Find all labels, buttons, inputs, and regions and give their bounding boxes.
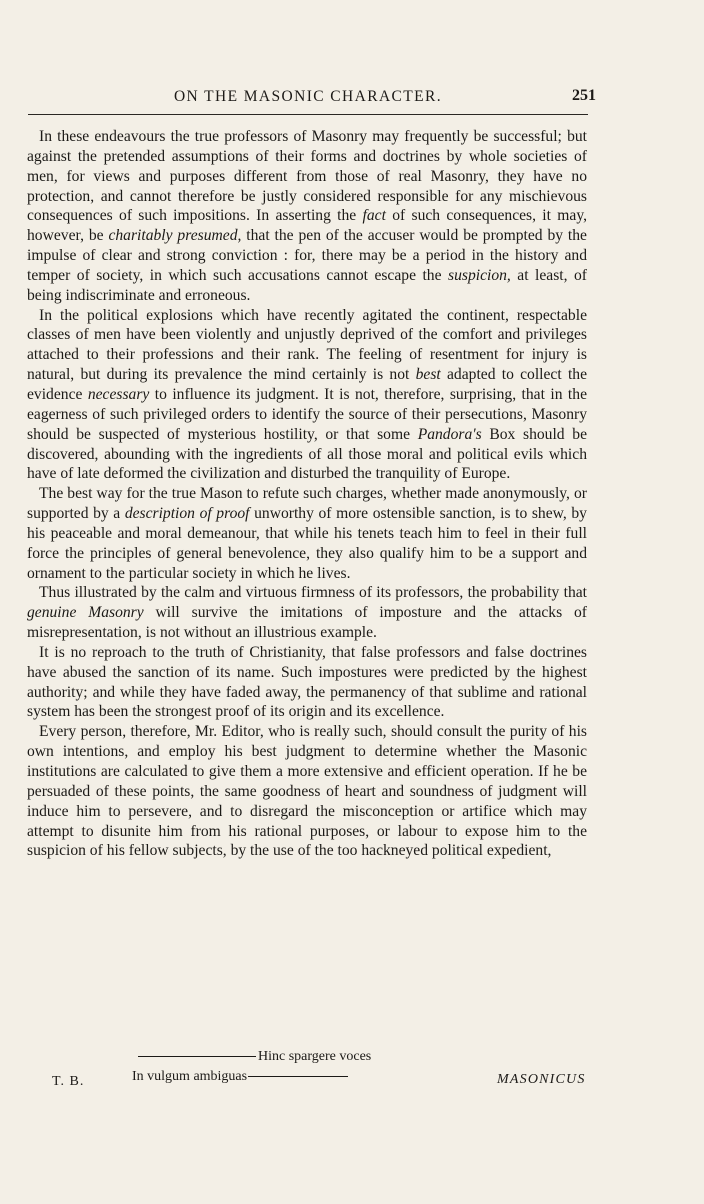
latin-quotation	[132, 1047, 371, 1087]
signature: MASONICUS	[497, 1072, 586, 1087]
italic-run: fact	[362, 207, 386, 225]
paragraph-2	[27, 306, 587, 485]
article-body	[27, 127, 587, 861]
text-run: that the pen of the accuser would be prompted by the impulse of clear and strong conviction : for, there may be a period in the history and temper of society, in which such accusations cannot escape the	[27, 227, 587, 284]
italic-run: charitably presumed,	[108, 227, 242, 245]
text-run: In the political explosions which have recently agitated the continent, respectable classes of men have been violently and unjustly deprived of the comfort and privileges attached to their professions and their rank. The feeling of resentment for injury is natural, but during its prevalence the mind certainly is not	[27, 306, 587, 384]
text-run: of such consequences, it may, however, be	[27, 207, 587, 245]
running-title: ON THE MASONIC CHARACTER.	[173, 88, 443, 105]
paragraph-6: Every person, therefore, Mr. Editor, who is really such, should consult the purity of his own intentions, and employ his best judgment to determine whether the Masonic institutions are calculated to give them a more extensive and efficient operation. If he be persuaded of these points, the same goodness of heart and soundness of judgment will induce him to persevere, and to disregard the misconception or artifice which may attempt to disunite him from his rational purposes, or labour to expose him to the suspicion of his fellow subjects, by the use of the too hackneyed political expedient,	[27, 723, 587, 860]
paragraph-5: It is no reproach to the truth of Christianity, that false professors and false doctrines have abused the sanction of its name. Such impostures were predicted by the highest authority; and while they have faded away, the permanency of that sublime and rational system has been the strongest proof of its origin and its excellence.	[27, 643, 587, 721]
text-run: to influence its judgment. It is not, therefore, surprising, that in the eagerness of such privileged orders to identify the source of their persecutions, Masonry should be suspected of mysterious hostility, or that some	[27, 385, 587, 443]
paragraph-3	[27, 484, 587, 583]
text-run: The best way for the true Mason to refute such charges, whether made anonymously, or supported by a	[27, 485, 587, 523]
quotation-text: Hinc spargere voces	[258, 1049, 372, 1064]
italic-run: genuine Masonry	[27, 604, 144, 622]
text-run: unworthy of more ostensible sanction, is to shew, by his peaceable and moral demeanour, that while his tenets teach him to feel in their full force the principles of general benevolence, they also qualify him to be a support and ornament to the particular society in which he lives.	[27, 505, 587, 582]
page-number: 251	[572, 87, 596, 104]
quotation-dash	[248, 1076, 348, 1077]
italic-run: best	[415, 366, 441, 384]
text-run: Box should be discovered, abounding with the ingredients of all those moral and political evils which have of late deformed the civilization and disturbed the tranquility of Europe.	[27, 425, 587, 483]
italic-run: necessary	[87, 385, 150, 403]
italic-run: suspicion,	[448, 266, 511, 284]
author-initials: T. B.	[52, 1074, 85, 1089]
quotation-text: In vulgum ambiguas	[132, 1069, 248, 1084]
text-run: In these endeavours the true professors of Masonry may frequently be successful; but against the pretended assumptions of their forms and doctrines by whole societies of men, for views and purposes different from those of real Masonry, they have no protection, and cannot therefore be justly considered responsible for any mischievous consequences of such impositions. In asserting the	[27, 128, 587, 225]
text-run: adapted to collect the evidence	[27, 366, 587, 403]
text-run: at least, of being indiscriminate and erroneous.	[27, 266, 587, 304]
page-header	[28, 87, 596, 115]
quotation-line-1	[132, 1047, 371, 1067]
paragraph-4	[27, 583, 587, 643]
italic-run: description of proof	[124, 505, 250, 523]
text-run: will survive the imitations of imposture and the attacks of misrepresentation, is not without an illustrious example.	[27, 604, 587, 642]
paragraph-1	[27, 127, 587, 306]
quotation-dash	[138, 1056, 256, 1057]
italic-run: Pandora's	[417, 425, 482, 443]
quotation-line-2	[132, 1067, 371, 1087]
text-run: Thus illustrated by the calm and virtuous firmness of its professors, the probability that	[39, 584, 587, 602]
